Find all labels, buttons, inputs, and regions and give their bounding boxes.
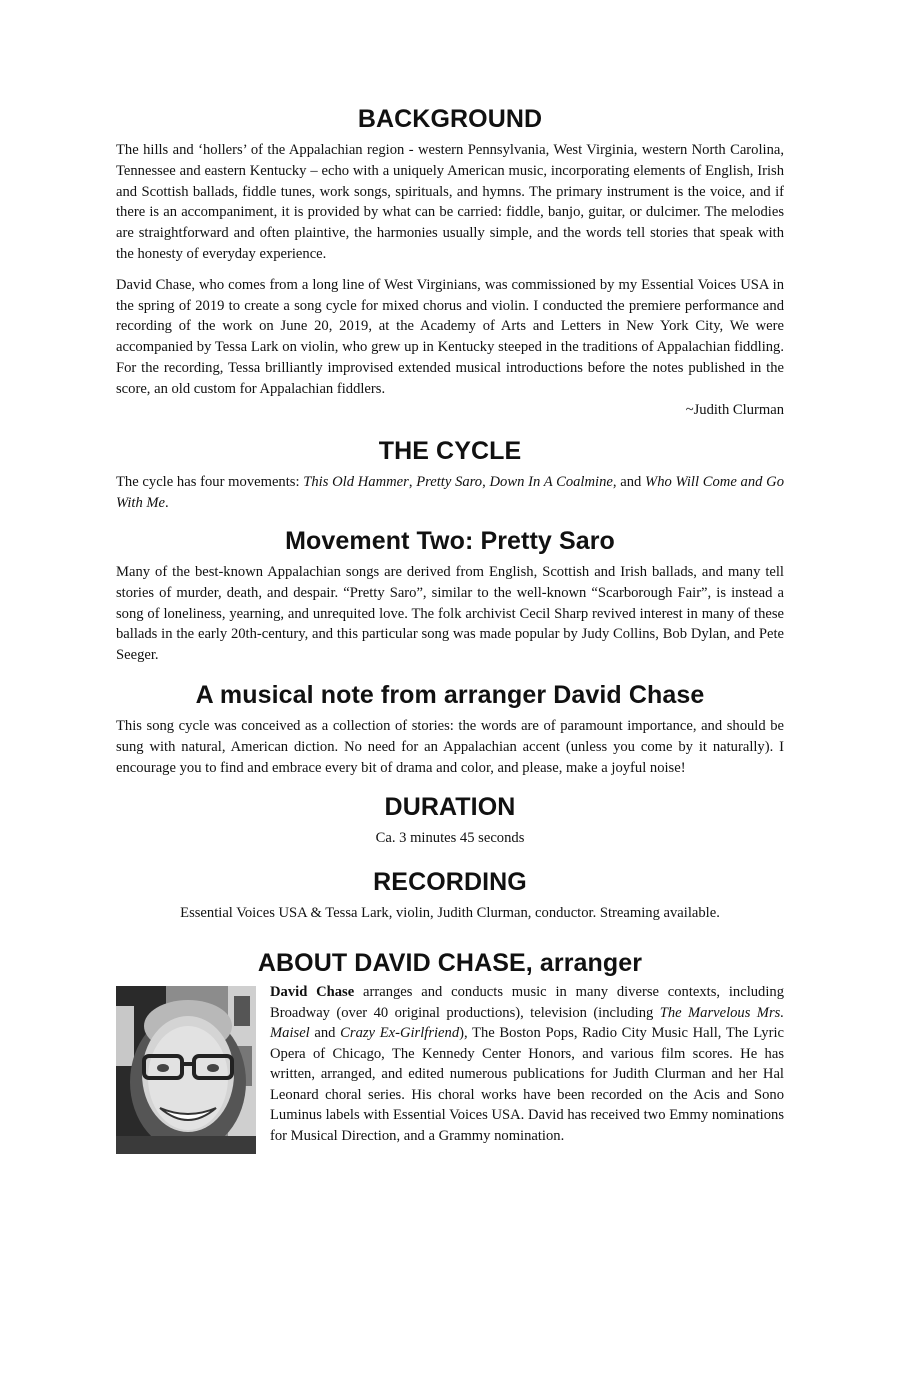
movement-two-heading: Movement Two: Pretty Saro	[285, 526, 615, 555]
about-text-part-2: and	[309, 1025, 341, 1042]
cycle-paragraph	[116, 472, 784, 514]
recording-value: Essential Voices USA & Tessa Lark, violin, Judith Clurman, conductor. Streaming available.	[180, 905, 720, 922]
movement-two-paragraph: Many of the best-known Appalachian songs are derived from English, Scottish and Irish ballads, and many tell stories of murder, death, and despair. “Pretty Saro”, similar to the well-known “Scarborough Fair”, is instead a song of loneliness, yearning, and unrequited love. The folk archivist Cecil Sharp revived interest in many of these ballads in the early 20th-century, and this particular song was made popular by Judy Collins, Bob Dylan, and Pete Seeger.	[116, 563, 784, 664]
duration-section	[116, 792, 784, 849]
cycle-separator: ,	[408, 474, 417, 491]
cycle-section	[116, 436, 784, 514]
background-paragraph-2: David Chase, who comes from a long line of West Virginians, was commissioned by my Essential Voices USA in the spring of 2019 to create a song cycle for mixed chorus and violin. I conducted the premiere performance and recording of the work on June 20, 2019, at the Academy of Arts and Letters in New York City, We were accompanied by Tessa Lark on violin, who grew up in Kentucky steeped in the traditions of Appalachian fiddling. For the recording, Tessa brilliantly improvised extended musical introductions before the notes published in the score, an old custom for Appalachian fiddlers.	[116, 276, 784, 397]
cycle-separator: ,	[482, 474, 490, 491]
musical-note-paragraph: This song cycle was conceived as a collection of stories: the words are of paramount importance, and should be sung with natural, American diction. No need for an Appalachian accent (unless you come by it naturally). I encourage you to find and embrace every bit of drama and color, and please, make a joyful noise!	[116, 717, 784, 776]
duration-heading: DURATION	[384, 793, 516, 822]
musical-note-heading: A musical note from arranger David Chase	[195, 680, 705, 709]
about-section	[116, 948, 784, 1154]
movement-two-section	[116, 526, 784, 666]
musical-note-section	[116, 680, 784, 778]
background-section	[116, 104, 784, 420]
cycle-intro: The cycle has four movements:	[116, 474, 304, 491]
recording-heading: RECORDING	[373, 868, 527, 897]
movement-title-3: Down In A Coalmine	[489, 474, 613, 491]
program-page	[116, 104, 784, 1154]
movement-title-2: Pretty Saro	[416, 474, 483, 491]
show-title-1: The Marvelous Mrs. Maisel	[270, 1004, 784, 1042]
cycle-heading: THE CYCLE	[378, 437, 522, 466]
background-heading: BACKGROUND	[357, 105, 543, 133]
background-paragraph-1: The hills and ‘hollers’ of the Appalachian region - western Pennsylvania, West Virginia, western North Carolina, Tennessee and eastern Kentucky – echo with a uniquely American music, incorporating elements of English, Irish and Scottish ballads, fiddle tunes, work songs, spirituals, and hymns. The primary instrument is the voice, and if there is an accompaniment, it is provided by what can be carried: fiddle, banjo, guitar, or dulcimer. The melodies are straightforward and often plaintive, the harmonies usually simple, and the words tell stories that speak with the honesty of everyday experience.	[116, 142, 784, 262]
movement-title-1: This Old Hammer	[303, 474, 409, 491]
cycle-separator: , and	[612, 474, 646, 491]
duration-value: Ca. 3 minutes 45 seconds	[375, 830, 525, 847]
about-heading: ABOUT DAVID CHASE, arranger	[257, 948, 643, 977]
arranger-name: David Chase	[270, 983, 355, 1000]
about-text-part-1: arranges and conducts music in many diverse contexts, including Broadway (over 40 original productions), television (including	[270, 983, 784, 1021]
recording-section	[116, 867, 784, 924]
arranger-photo	[116, 986, 256, 1154]
cycle-end: .	[165, 495, 169, 512]
movement-title-4: Who Will Come and Go With Me	[116, 474, 785, 512]
about-paragraph	[270, 982, 784, 1147]
background-signature: ~Judith Clurman	[685, 401, 784, 418]
about-content	[116, 982, 784, 1154]
show-title-2: Crazy Ex-Girlfriend	[340, 1025, 460, 1042]
about-text	[270, 982, 784, 1147]
about-text-part-3: ), The Boston Pops, Radio City Music Hall, The Lyric Opera of Chicago, The Kennedy Center Honors, and various film scores. He has written, arranged, and edited numerous publications for Judith Clurman and her Hal Leonard choral series. His choral works have been recorded on the Acis and Sono Luminus labels with Essential Voices USA. David has received two Emmy nominations for Musical Direction, and a Grammy nomination.	[270, 1025, 784, 1145]
